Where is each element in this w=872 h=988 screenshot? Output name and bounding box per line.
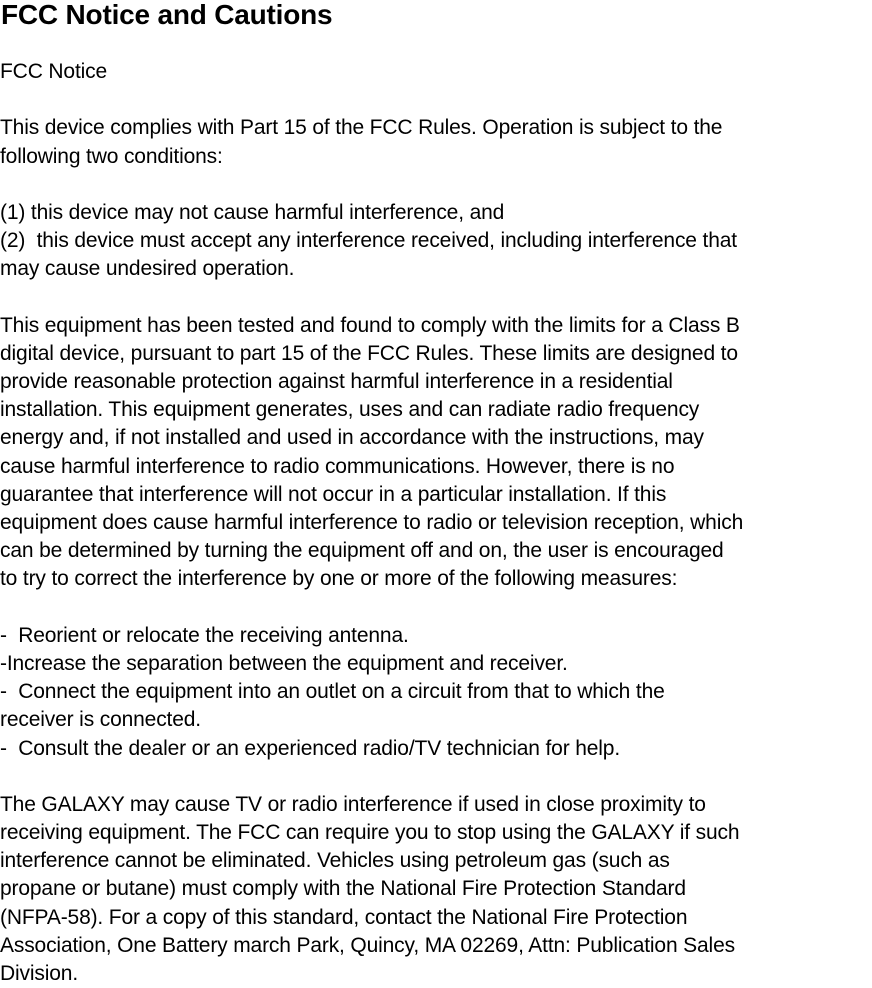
measure-item-continued: receiver is connected. — [0, 708, 201, 732]
paragraph-line: to try to correct the interference by one or more of the following measures: — [0, 567, 678, 591]
paragraph-line: can be determined by turning the equipment off and on, the user is encouraged — [0, 539, 724, 563]
document-body — [0, 58, 872, 988]
paragraph-line: The GALAXY may cause TV or radio interference if used in close proximity to — [0, 792, 706, 816]
measure-item: - Consult the dealer or an experienced radio/TV technician for help. — [0, 736, 621, 760]
measure-item: - Connect the equipment into an outlet on a circuit from that to which the — [0, 680, 665, 704]
intro-line: This device complies with Part 15 of the FCC Rules. Operation is subject to the — [0, 116, 723, 140]
paragraph-line: installation. This equipment generates, uses and can radiate radio frequency — [0, 398, 700, 422]
page-title: FCC Notice and Cautions — [1, 0, 333, 30]
measure-item: -Increase the separation between the equipment and receiver. — [0, 651, 568, 675]
class-b-paragraph — [0, 312, 872, 594]
paragraph-spacer — [0, 284, 872, 312]
measures-list — [0, 622, 872, 763]
paragraph-spacer — [0, 86, 872, 114]
paragraph-line: (NFPA-58). For a copy of this standard, contact the National Fire Protection — [0, 905, 688, 929]
conditions-list — [0, 199, 872, 284]
galaxy-paragraph — [0, 791, 872, 988]
paragraph-line: interference cannot be eliminated. Vehicles using petroleum gas (such as — [0, 849, 670, 873]
condition-item-continued: may cause undesired operation. — [0, 257, 295, 281]
paragraph-spacer — [0, 171, 872, 199]
paragraph-line: Association, One Battery march Park, Quincy, MA 02269, Attn: Publication Sales — [0, 933, 735, 957]
paragraph-line: receiving equipment. The FCC can require you to stop using the GALAXY if such — [0, 821, 740, 845]
paragraph-line: Division. — [0, 962, 79, 985]
condition-item: (2) this device must accept any interference received, including interference that — [0, 229, 737, 253]
intro-line: following two conditions: — [0, 144, 223, 168]
paragraph-line: energy and, if not installed and used in accordance with the instructions, may — [0, 426, 704, 450]
intro-paragraph — [0, 114, 872, 170]
paragraph-line: equipment does cause harmful interference to radio or television reception, which — [0, 511, 744, 534]
condition-item: (1) this device may not cause harmful interference, and — [0, 200, 505, 224]
paragraph-spacer — [0, 594, 872, 622]
paragraph-line: provide reasonable protection against harmful interference in a residential — [0, 370, 673, 394]
section-heading: FCC Notice — [0, 60, 108, 83]
paragraph-line: This equipment has been tested and found to comply with the limits for a Class B — [0, 313, 740, 337]
paragraph-line: cause harmful interference to radio communications. However, there is no — [0, 454, 675, 478]
paragraph-spacer — [0, 763, 872, 791]
paragraph-line: propane or butane) must comply with the National Fire Protection Standard — [0, 877, 686, 901]
measure-item: - Reorient or relocate the receiving antenna. — [0, 623, 409, 647]
paragraph-line: digital device, pursuant to part 15 of the FCC Rules. These limits are designed to — [0, 341, 738, 365]
paragraph-line: guarantee that interference will not occur in a particular installation. If this — [0, 482, 667, 506]
